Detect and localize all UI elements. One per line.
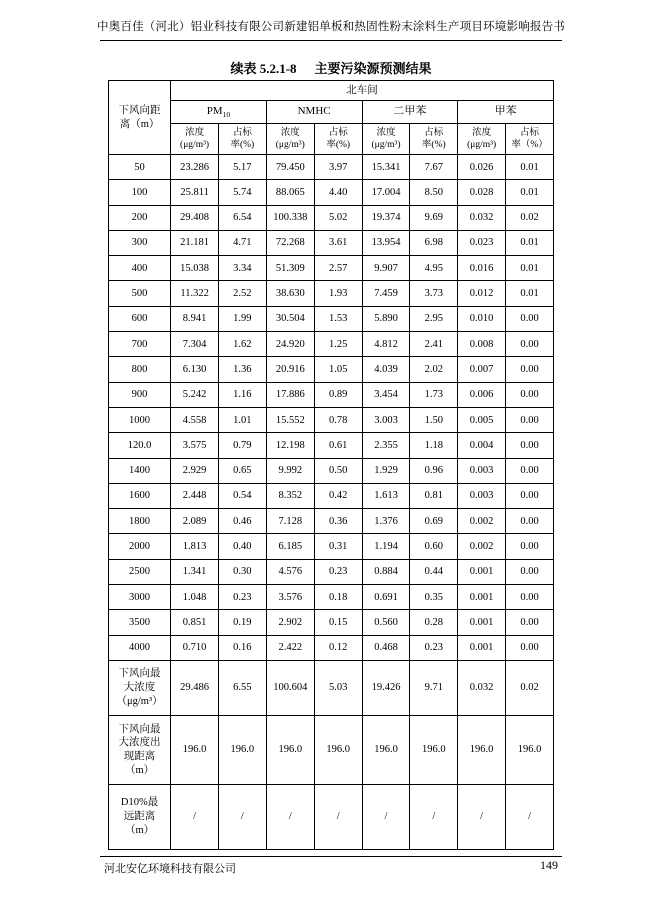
cell-distance: 700 bbox=[109, 332, 171, 357]
cell-value: 2.089 bbox=[171, 509, 219, 534]
table-row bbox=[109, 306, 554, 331]
cell-value: 1.73 bbox=[410, 382, 458, 407]
cell-value: 4.71 bbox=[219, 230, 267, 255]
cell-value: 9.992 bbox=[266, 458, 314, 483]
cell-value: 0.032 bbox=[458, 205, 506, 230]
cell-summary-value: 9.71 bbox=[410, 660, 458, 715]
table-row bbox=[109, 205, 554, 230]
cell-value: 0.46 bbox=[219, 509, 267, 534]
prediction-results-table bbox=[108, 80, 554, 850]
cell-value: 1.01 bbox=[219, 407, 267, 432]
cell-summary-label: D10%最 远距离 （m） bbox=[109, 784, 171, 849]
table-row bbox=[109, 407, 554, 432]
table-row bbox=[109, 230, 554, 255]
cell-summary-value: 29.486 bbox=[171, 660, 219, 715]
cell-value: 12.198 bbox=[266, 433, 314, 458]
cell-value: 2.448 bbox=[171, 483, 219, 508]
cell-value: 0.15 bbox=[314, 610, 362, 635]
table-row bbox=[109, 483, 554, 508]
cell-value: 5.02 bbox=[314, 205, 362, 230]
table-row bbox=[109, 635, 554, 660]
table-row bbox=[109, 281, 554, 306]
cell-value: 0.023 bbox=[458, 230, 506, 255]
cell-value: 51.309 bbox=[266, 256, 314, 281]
cell-value: 1.613 bbox=[362, 483, 410, 508]
cell-value: 4.812 bbox=[362, 332, 410, 357]
cell-value: 0.560 bbox=[362, 610, 410, 635]
cell-value: 0.79 bbox=[219, 433, 267, 458]
cell-value: 1.93 bbox=[314, 281, 362, 306]
cell-value: 7.128 bbox=[266, 509, 314, 534]
cell-value: 0.001 bbox=[458, 610, 506, 635]
cell-value: 1.376 bbox=[362, 509, 410, 534]
cell-value: 0.01 bbox=[506, 230, 554, 255]
cell-value: 0.468 bbox=[362, 635, 410, 660]
cell-value: 3.34 bbox=[219, 256, 267, 281]
cell-value: 0.81 bbox=[410, 483, 458, 508]
table-row bbox=[109, 610, 554, 635]
unit-conc-toluene: 浓度 (μg/m³) bbox=[458, 124, 506, 155]
cell-distance: 800 bbox=[109, 357, 171, 382]
cell-value: 19.374 bbox=[362, 205, 410, 230]
cell-value: 2.355 bbox=[362, 433, 410, 458]
cell-value: 0.006 bbox=[458, 382, 506, 407]
pollutant-header-xylene: 二甲苯 bbox=[362, 101, 458, 124]
cell-value: 5.17 bbox=[219, 155, 267, 180]
cell-value: 17.004 bbox=[362, 180, 410, 205]
cell-distance: 400 bbox=[109, 256, 171, 281]
cell-value: 0.01 bbox=[506, 281, 554, 306]
cell-value: 0.02 bbox=[506, 205, 554, 230]
cell-distance: 2500 bbox=[109, 559, 171, 584]
cell-value: 1.36 bbox=[219, 357, 267, 382]
cell-value: 0.00 bbox=[506, 458, 554, 483]
cell-value: 5.74 bbox=[219, 180, 267, 205]
cell-value: 2.57 bbox=[314, 256, 362, 281]
cell-value: 4.40 bbox=[314, 180, 362, 205]
cell-value: 15.341 bbox=[362, 155, 410, 180]
cell-value: 100.338 bbox=[266, 205, 314, 230]
cell-summary-value: / bbox=[458, 784, 506, 849]
cell-value: 0.00 bbox=[506, 509, 554, 534]
cell-value: 17.886 bbox=[266, 382, 314, 407]
cell-value: 0.028 bbox=[458, 180, 506, 205]
cell-value: 0.003 bbox=[458, 483, 506, 508]
footer-divider bbox=[100, 856, 562, 857]
cell-value: 0.005 bbox=[458, 407, 506, 432]
cell-distance: 600 bbox=[109, 306, 171, 331]
cell-value: 0.54 bbox=[219, 483, 267, 508]
cell-value: 0.001 bbox=[458, 585, 506, 610]
cell-value: 0.23 bbox=[410, 635, 458, 660]
cell-value: 0.96 bbox=[410, 458, 458, 483]
cell-distance: 1000 bbox=[109, 407, 171, 432]
table-unit-row bbox=[109, 124, 554, 155]
cell-value: 3.97 bbox=[314, 155, 362, 180]
cell-summary-value: 19.426 bbox=[362, 660, 410, 715]
cell-value: 29.408 bbox=[171, 205, 219, 230]
cell-value: 0.00 bbox=[506, 534, 554, 559]
cell-value: 0.89 bbox=[314, 382, 362, 407]
cell-value: 1.99 bbox=[219, 306, 267, 331]
cell-value: 0.004 bbox=[458, 433, 506, 458]
table-row bbox=[109, 155, 554, 180]
cell-value: 3.61 bbox=[314, 230, 362, 255]
cell-summary-value: / bbox=[410, 784, 458, 849]
cell-value: 72.268 bbox=[266, 230, 314, 255]
cell-value: 0.65 bbox=[219, 458, 267, 483]
cell-value: 4.576 bbox=[266, 559, 314, 584]
table-title bbox=[0, 58, 662, 77]
cell-value: 11.322 bbox=[171, 281, 219, 306]
cell-value: 0.012 bbox=[458, 281, 506, 306]
cell-value: 24.920 bbox=[266, 332, 314, 357]
cell-value: 0.00 bbox=[506, 483, 554, 508]
cell-summary-label: 下风向最 大浓度 （μg/m³） bbox=[109, 660, 171, 715]
cell-value: 2.02 bbox=[410, 357, 458, 382]
cell-value: 15.552 bbox=[266, 407, 314, 432]
cell-summary-value: / bbox=[314, 784, 362, 849]
cell-distance: 1400 bbox=[109, 458, 171, 483]
cell-value: 8.352 bbox=[266, 483, 314, 508]
cell-distance: 1600 bbox=[109, 483, 171, 508]
cell-value: 0.28 bbox=[410, 610, 458, 635]
cell-value: 0.710 bbox=[171, 635, 219, 660]
cell-distance: 4000 bbox=[109, 635, 171, 660]
cell-value: 0.00 bbox=[506, 357, 554, 382]
cell-value: 0.691 bbox=[362, 585, 410, 610]
table-row bbox=[109, 382, 554, 407]
cell-value: 4.039 bbox=[362, 357, 410, 382]
pollutant-header-nmhc: NMHC bbox=[266, 101, 362, 124]
cell-value: 0.007 bbox=[458, 357, 506, 382]
cell-value: 30.504 bbox=[266, 306, 314, 331]
cell-value: 6.54 bbox=[219, 205, 267, 230]
cell-value: 20.916 bbox=[266, 357, 314, 382]
cell-value: 88.065 bbox=[266, 180, 314, 205]
cell-distance: 3500 bbox=[109, 610, 171, 635]
cell-distance: 1800 bbox=[109, 509, 171, 534]
footer-page-number: 149 bbox=[540, 858, 558, 872]
table-row bbox=[109, 433, 554, 458]
cell-value: 2.929 bbox=[171, 458, 219, 483]
cell-distance: 500 bbox=[109, 281, 171, 306]
cell-distance: 300 bbox=[109, 230, 171, 255]
cell-summary-value: / bbox=[171, 784, 219, 849]
table-row bbox=[109, 458, 554, 483]
cell-value: 0.00 bbox=[506, 610, 554, 635]
cell-value: 5.890 bbox=[362, 306, 410, 331]
cell-distance: 120.0 bbox=[109, 433, 171, 458]
cell-summary-value: 196.0 bbox=[506, 715, 554, 784]
table-row bbox=[109, 509, 554, 534]
cell-value: 0.01 bbox=[506, 256, 554, 281]
table-group-header-row bbox=[109, 81, 554, 101]
cell-value: 7.304 bbox=[171, 332, 219, 357]
table-row bbox=[109, 357, 554, 382]
cell-value: 7.459 bbox=[362, 281, 410, 306]
cell-value: 6.185 bbox=[266, 534, 314, 559]
table-row bbox=[109, 180, 554, 205]
cell-value: 0.00 bbox=[506, 559, 554, 584]
cell-value: 1.05 bbox=[314, 357, 362, 382]
cell-value: 1.25 bbox=[314, 332, 362, 357]
cell-value: 0.69 bbox=[410, 509, 458, 534]
cell-value: 6.130 bbox=[171, 357, 219, 382]
cell-value: 0.016 bbox=[458, 256, 506, 281]
cell-value: 0.31 bbox=[314, 534, 362, 559]
cell-value: 21.181 bbox=[171, 230, 219, 255]
cell-value: 7.67 bbox=[410, 155, 458, 180]
cell-summary-value: / bbox=[266, 784, 314, 849]
cell-value: 0.23 bbox=[314, 559, 362, 584]
cell-value: 0.851 bbox=[171, 610, 219, 635]
unit-conc-nmhc: 浓度 (μg/m³) bbox=[266, 124, 314, 155]
cell-value: 0.35 bbox=[410, 585, 458, 610]
cell-distance: 3000 bbox=[109, 585, 171, 610]
cell-value: 1.929 bbox=[362, 458, 410, 483]
cell-summary-value: / bbox=[362, 784, 410, 849]
cell-value: 3.73 bbox=[410, 281, 458, 306]
cell-value: 3.003 bbox=[362, 407, 410, 432]
cell-value: 2.422 bbox=[266, 635, 314, 660]
cell-distance: 100 bbox=[109, 180, 171, 205]
cell-value: 1.53 bbox=[314, 306, 362, 331]
cell-value: 0.026 bbox=[458, 155, 506, 180]
cell-value: 2.902 bbox=[266, 610, 314, 635]
cell-value: 1.813 bbox=[171, 534, 219, 559]
table-row bbox=[109, 256, 554, 281]
cell-value: 0.23 bbox=[219, 585, 267, 610]
table-data-body bbox=[109, 155, 554, 850]
cell-value: 5.242 bbox=[171, 382, 219, 407]
footer-company: 河北安亿环境科技有限公司 bbox=[104, 863, 236, 875]
cell-value: 6.98 bbox=[410, 230, 458, 255]
unit-rate-pm10: 占标 率(%) bbox=[219, 124, 267, 155]
cell-value: 1.048 bbox=[171, 585, 219, 610]
cell-value: 0.30 bbox=[219, 559, 267, 584]
cell-distance: 50 bbox=[109, 155, 171, 180]
cell-value: 0.50 bbox=[314, 458, 362, 483]
cell-value: 0.42 bbox=[314, 483, 362, 508]
group-header-north-workshop: 北车间 bbox=[171, 81, 554, 101]
unit-rate-xylene: 占标 率(%) bbox=[410, 124, 458, 155]
cell-value: 1.18 bbox=[410, 433, 458, 458]
table-summary-row bbox=[109, 715, 554, 784]
cell-value: 3.454 bbox=[362, 382, 410, 407]
cell-value: 0.008 bbox=[458, 332, 506, 357]
cell-value: 2.52 bbox=[219, 281, 267, 306]
cell-value: 4.558 bbox=[171, 407, 219, 432]
cell-value: 0.78 bbox=[314, 407, 362, 432]
cell-summary-value: 6.55 bbox=[219, 660, 267, 715]
cell-value: 3.575 bbox=[171, 433, 219, 458]
cell-summary-value: 100.604 bbox=[266, 660, 314, 715]
cell-value: 2.41 bbox=[410, 332, 458, 357]
cell-summary-value: 196.0 bbox=[219, 715, 267, 784]
cell-value: 0.001 bbox=[458, 635, 506, 660]
cell-value: 0.16 bbox=[219, 635, 267, 660]
cell-value: 0.18 bbox=[314, 585, 362, 610]
cell-value: 0.01 bbox=[506, 155, 554, 180]
cell-value: 0.00 bbox=[506, 332, 554, 357]
cell-summary-value: / bbox=[506, 784, 554, 849]
cell-value: 1.194 bbox=[362, 534, 410, 559]
cell-value: 38.630 bbox=[266, 281, 314, 306]
cell-value: 2.95 bbox=[410, 306, 458, 331]
unit-conc-pm10: 浓度 (μg/m³) bbox=[171, 124, 219, 155]
header-divider bbox=[100, 40, 562, 41]
cell-summary-value: 5.03 bbox=[314, 660, 362, 715]
cell-value: 13.954 bbox=[362, 230, 410, 255]
unit-rate-nmhc: 占标 率(%) bbox=[314, 124, 362, 155]
cell-summary-label: 下风向最 大浓度出 现距离 （m） bbox=[109, 715, 171, 784]
distance-column-header: 下风向距 离（m） bbox=[109, 81, 171, 155]
cell-value: 0.00 bbox=[506, 306, 554, 331]
cell-value: 1.62 bbox=[219, 332, 267, 357]
cell-value: 0.002 bbox=[458, 534, 506, 559]
cell-value: 9.907 bbox=[362, 256, 410, 281]
cell-value: 0.002 bbox=[458, 509, 506, 534]
cell-value: 0.001 bbox=[458, 559, 506, 584]
cell-value: 1.341 bbox=[171, 559, 219, 584]
cell-value: 1.50 bbox=[410, 407, 458, 432]
pollutant-header-toluene: 甲苯 bbox=[458, 101, 554, 124]
table-pollutant-row bbox=[109, 101, 554, 124]
cell-value: 0.61 bbox=[314, 433, 362, 458]
cell-value: 0.003 bbox=[458, 458, 506, 483]
cell-summary-value: 196.0 bbox=[410, 715, 458, 784]
unit-rate-toluene: 占标 率（%） bbox=[506, 124, 554, 155]
cell-value: 15.038 bbox=[171, 256, 219, 281]
cell-value: 0.01 bbox=[506, 180, 554, 205]
cell-value: 0.19 bbox=[219, 610, 267, 635]
cell-summary-value: 196.0 bbox=[266, 715, 314, 784]
cell-value: 1.16 bbox=[219, 382, 267, 407]
cell-value: 0.00 bbox=[506, 407, 554, 432]
table-number: 续表 5.2.1-8 bbox=[230, 61, 297, 76]
cell-summary-value: 196.0 bbox=[362, 715, 410, 784]
cell-summary-value: 196.0 bbox=[171, 715, 219, 784]
cell-summary-value: 0.032 bbox=[458, 660, 506, 715]
table-row bbox=[109, 559, 554, 584]
running-header: 中奥百佳（河北）铝业科技有限公司新建铝单板和热固性粉末涂料生产项目环境影响报告书 bbox=[97, 21, 565, 33]
cell-value: 0.00 bbox=[506, 585, 554, 610]
cell-value: 3.576 bbox=[266, 585, 314, 610]
cell-value: 0.40 bbox=[219, 534, 267, 559]
cell-value: 0.884 bbox=[362, 559, 410, 584]
cell-summary-value: 196.0 bbox=[458, 715, 506, 784]
cell-value: 8.50 bbox=[410, 180, 458, 205]
table-caption: 主要污染源预测结果 bbox=[314, 61, 432, 76]
table-row bbox=[109, 534, 554, 559]
cell-value: 0.00 bbox=[506, 382, 554, 407]
cell-value: 8.941 bbox=[171, 306, 219, 331]
cell-value: 4.95 bbox=[410, 256, 458, 281]
cell-value: 0.00 bbox=[506, 635, 554, 660]
cell-value: 25.811 bbox=[171, 180, 219, 205]
cell-value: 0.36 bbox=[314, 509, 362, 534]
table-summary-row bbox=[109, 784, 554, 849]
pollutant-header-pm10: $PM_{10}$ bbox=[171, 101, 267, 124]
table-row bbox=[109, 332, 554, 357]
cell-summary-value: 0.02 bbox=[506, 660, 554, 715]
table-row bbox=[109, 585, 554, 610]
cell-value: 0.44 bbox=[410, 559, 458, 584]
cell-distance: 900 bbox=[109, 382, 171, 407]
cell-value: 0.12 bbox=[314, 635, 362, 660]
table-summary-row bbox=[109, 660, 554, 715]
cell-value: 0.010 bbox=[458, 306, 506, 331]
cell-value: 0.00 bbox=[506, 433, 554, 458]
cell-distance: 2000 bbox=[109, 534, 171, 559]
cell-summary-value: 196.0 bbox=[314, 715, 362, 784]
cell-distance: 200 bbox=[109, 205, 171, 230]
cell-value: 9.69 bbox=[410, 205, 458, 230]
cell-value: 0.60 bbox=[410, 534, 458, 559]
cell-value: 23.286 bbox=[171, 155, 219, 180]
cell-summary-value: / bbox=[219, 784, 267, 849]
unit-conc-xylene: 浓度 (μg/m³) bbox=[362, 124, 410, 155]
cell-value: 79.450 bbox=[266, 155, 314, 180]
